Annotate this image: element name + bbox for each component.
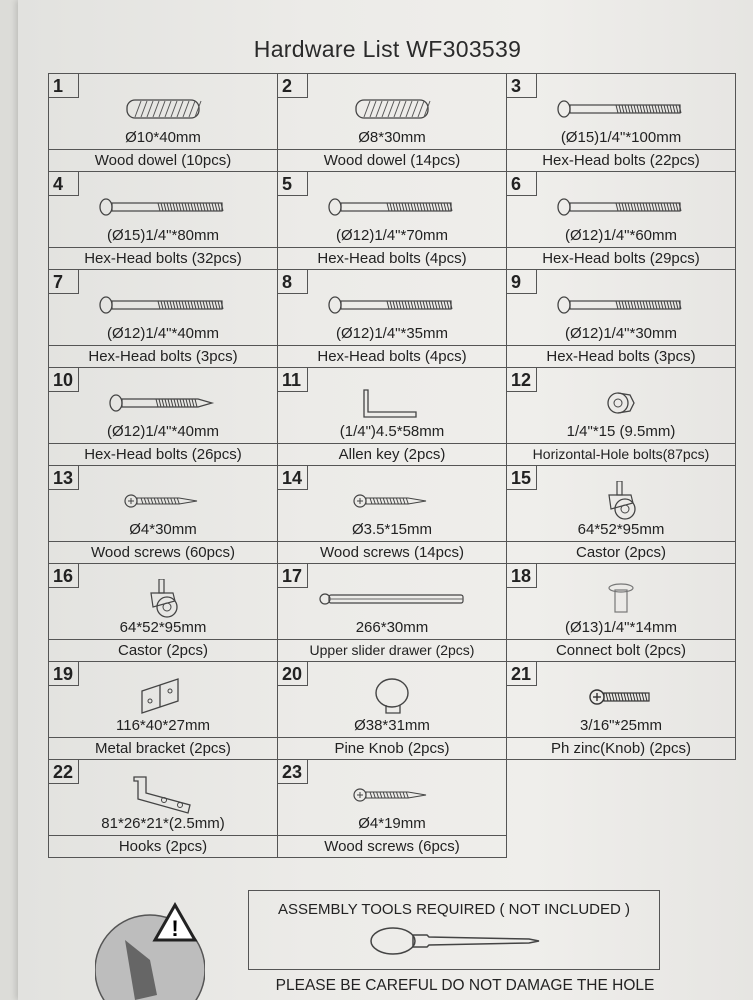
item-spec: 3/16"*25mm	[579, 717, 663, 734]
wood-screw-icon	[278, 484, 506, 518]
wood-screw-icon	[278, 778, 506, 812]
item-spec: (Ø12)1/4"*60mm	[564, 227, 678, 244]
hardware-item-17	[277, 563, 507, 662]
item-number: 6	[507, 172, 537, 196]
hardware-item-12	[506, 367, 736, 466]
item-spec: (Ø12)1/4"*40mm	[106, 325, 220, 342]
hardware-item-11	[277, 367, 507, 466]
item-label: Pine Knob (2pcs)	[278, 737, 506, 759]
item-spec: (1/4")4.5*58mm	[339, 423, 445, 440]
hardware-item-20	[277, 661, 507, 760]
castor-icon	[49, 582, 277, 616]
item-spec: 64*52*95mm	[119, 619, 207, 636]
item-number: 22	[49, 760, 79, 784]
hardware-item-4	[48, 171, 278, 270]
item-number: 23	[278, 760, 308, 784]
warning-text: PLEASE BE CAREFUL DO NOT DAMAGE THE HOLE	[275, 977, 655, 994]
hardware-item-23	[277, 759, 507, 858]
metal-bracket-icon	[49, 680, 277, 714]
item-number: 2	[278, 74, 308, 98]
item-label: Hex-Head bolts (4pcs)	[278, 247, 506, 269]
item-label: Hex-Head bolts (3pcs)	[49, 345, 277, 367]
item-number: 16	[49, 564, 79, 588]
item-number: 1	[49, 74, 79, 98]
item-number: 7	[49, 270, 79, 294]
allen-key-icon	[278, 386, 506, 420]
hardware-item-10	[48, 367, 278, 466]
item-label: Connect bolt (2pcs)	[507, 639, 735, 661]
hardware-item-13	[48, 465, 278, 564]
item-label: Hooks (2pcs)	[49, 835, 277, 857]
item-number: 10	[49, 368, 79, 392]
hex-bolt-icon	[507, 190, 735, 224]
connect-bolt-icon	[507, 582, 735, 616]
tools-box	[248, 890, 660, 970]
warning-icon	[95, 900, 205, 1000]
hex-bolt-icon	[49, 288, 277, 322]
item-label: Hex-Head bolts (29pcs)	[507, 247, 735, 269]
item-label: Metal bracket (2pcs)	[49, 737, 277, 759]
hardware-item-8	[277, 269, 507, 368]
item-number: 18	[507, 564, 537, 588]
knob-icon	[278, 680, 506, 714]
item-spec: Ø4*30mm	[129, 521, 197, 538]
item-label: Wood dowel (10pcs)	[49, 149, 277, 171]
item-spec: (Ø12)1/4"*30mm	[564, 325, 678, 342]
item-label: Hex-Head bolts (26pcs)	[49, 443, 277, 465]
item-number: 4	[49, 172, 79, 196]
item-spec: (Ø13)1/4"*14mm	[564, 619, 678, 636]
hardware-grid	[48, 73, 735, 857]
pointed-bolt-icon	[49, 386, 277, 420]
item-spec: 116*40*27mm	[116, 717, 210, 734]
item-number: 12	[507, 368, 537, 392]
item-label: Upper slider drawer (2pcs)	[278, 639, 506, 661]
item-spec: 81*26*21*(2.5mm)	[101, 815, 225, 832]
item-label: Wood screws (14pcs)	[278, 541, 506, 563]
item-spec: 266*30mm	[355, 619, 429, 636]
wood-screw-icon	[49, 484, 277, 518]
item-number: 14	[278, 466, 308, 490]
hex-bolt-icon	[278, 190, 506, 224]
item-label: Hex-Head bolts (4pcs)	[278, 345, 506, 367]
slider-rail-icon	[278, 582, 506, 616]
hardware-item-9	[506, 269, 736, 368]
page-title: Hardware List WF303539	[253, 36, 522, 62]
item-label: Castor (2pcs)	[507, 541, 735, 563]
hardware-item-5	[277, 171, 507, 270]
hex-bolt-icon	[507, 92, 735, 126]
castor-icon	[507, 484, 735, 518]
hex-bolt-icon	[49, 190, 277, 224]
hardware-item-15	[506, 465, 736, 564]
screwdriver-icon	[369, 923, 549, 959]
item-label: Wood dowel (14pcs)	[278, 149, 506, 171]
item-label: Hex-Head bolts (22pcs)	[507, 149, 735, 171]
item-label: Wood screws (6pcs)	[278, 835, 506, 857]
item-number: 11	[278, 368, 308, 392]
hex-bolt-icon	[278, 288, 506, 322]
item-spec: 1/4"*15 (9.5mm)	[566, 423, 676, 440]
item-spec: (Ø12)1/4"*35mm	[335, 325, 449, 342]
hardware-item-22	[48, 759, 278, 858]
svg-text:!: !	[171, 916, 179, 941]
item-number: 17	[278, 564, 308, 588]
item-label: Hex-Head bolts (32pcs)	[49, 247, 277, 269]
item-spec: (Ø15)1/4"*100mm	[560, 129, 682, 146]
hardware-item-3	[506, 73, 736, 172]
item-spec: (Ø15)1/4"*80mm	[106, 227, 220, 244]
item-number: 9	[507, 270, 537, 294]
hardware-item-2	[277, 73, 507, 172]
phillips-screw-icon	[507, 680, 735, 714]
hardware-item-18	[506, 563, 736, 662]
item-number: 3	[507, 74, 537, 98]
item-spec: (Ø12)1/4"*70mm	[335, 227, 449, 244]
item-label: Wood screws (60pcs)	[49, 541, 277, 563]
item-label: Horizontal-Hole bolts(87pcs)	[507, 443, 735, 465]
item-spec: Ø4*19mm	[358, 815, 426, 832]
hardware-item-19	[48, 661, 278, 760]
barrel-nut-icon	[507, 386, 735, 420]
hardware-item-16	[48, 563, 278, 662]
item-spec: 64*52*95mm	[577, 521, 665, 538]
item-number: 21	[507, 662, 537, 686]
item-spec: Ø10*40mm	[125, 129, 201, 146]
hardware-item-6	[506, 171, 736, 270]
item-number: 13	[49, 466, 79, 490]
item-number: 20	[278, 662, 308, 686]
item-number: 8	[278, 270, 308, 294]
item-label: Allen key (2pcs)	[278, 443, 506, 465]
item-label: Castor (2pcs)	[49, 639, 277, 661]
hardware-item-14	[277, 465, 507, 564]
hardware-item-7	[48, 269, 278, 368]
hex-bolt-icon	[507, 288, 735, 322]
item-spec: Ø8*30mm	[358, 129, 426, 146]
dowel-icon	[49, 92, 277, 126]
item-number: 5	[278, 172, 308, 196]
item-label: Ph zinc(Knob) (2pcs)	[507, 737, 735, 759]
empty-cell	[506, 759, 736, 858]
hook-icon	[49, 778, 277, 812]
item-number: 15	[507, 466, 537, 490]
item-spec: Ø3.5*15mm	[351, 521, 433, 538]
tools-title: ASSEMBLY TOOLS REQUIRED ( NOT INCLUDED )	[277, 901, 631, 918]
item-spec: (Ø12)1/4"*40mm	[106, 423, 220, 440]
item-label: Hex-Head bolts (3pcs)	[507, 345, 735, 367]
item-spec: Ø38*31mm	[354, 717, 430, 734]
item-number: 19	[49, 662, 79, 686]
dowel-icon	[278, 92, 506, 126]
hardware-item-21	[506, 661, 736, 760]
hardware-item-1	[48, 73, 278, 172]
